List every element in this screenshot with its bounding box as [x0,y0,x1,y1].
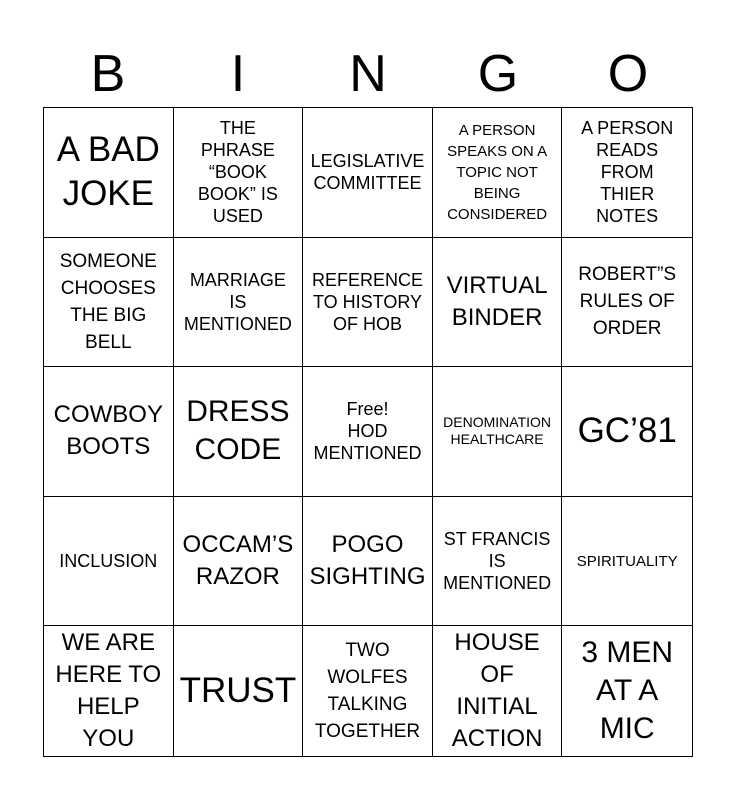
bingo-cell[interactable] [303,626,433,756]
cell-text: A PERSON READS FROM THIER NOTES [581,118,674,227]
bingo-cell[interactable] [174,626,304,756]
header-letter-o: O [607,45,649,103]
cell-text: INCLUSION [59,551,158,572]
cell-text: ST FRANCIS IS MENTIONED [443,529,552,594]
cell-text: LEGISLATIVE COMMITTEE [310,151,425,194]
bingo-header [43,40,693,108]
bingo-cell[interactable] [303,497,433,627]
header-letter-b: B [90,45,126,103]
header-letter-g: G [477,45,519,103]
cell-text: GC’81 [577,411,677,451]
cell-text: ROBERT”S RULES OF ORDER [578,264,677,340]
bingo-cell[interactable] [433,367,563,497]
cell-text: OCCAM’S RAZOR [182,531,294,591]
cell-text: Free! HOD MENTIONED [313,399,422,464]
cell-text: WE ARE HERE TO HELP YOU [55,629,162,753]
cell-text: COWBOY BOOTS [53,401,163,461]
bingo-cell[interactable] [44,497,174,627]
bingo-cell[interactable] [174,108,304,238]
bingo-board [43,107,693,757]
bingo-cell[interactable] [174,367,304,497]
cell-text: REFERENCE TO HISTORY OF HOB [311,269,423,334]
header-letter-n: N [349,45,387,103]
bingo-cell[interactable] [562,238,692,368]
header-letter-i: I [230,45,246,103]
bingo-cell[interactable] [562,497,692,627]
cell-text: TRUST [179,671,297,711]
bingo-cell[interactable] [44,626,174,756]
bingo-cell[interactable] [44,108,174,238]
cell-text: HOUSE OF INITIAL ACTION [451,629,543,753]
bingo-cell[interactable] [174,238,304,368]
cell-text: TWO WOLFES TALKING TOGETHER [314,640,421,743]
bingo-cell[interactable] [44,367,174,497]
cell-text: VIRTUAL BINDER [446,271,548,331]
bingo-cell[interactable] [562,626,692,756]
cell-text: A BAD JOKE [56,130,160,214]
bingo-cell[interactable] [303,238,433,368]
cell-text: SPIRITUALITY [576,552,678,570]
bingo-cell[interactable] [303,108,433,238]
bingo-cell[interactable] [44,238,174,368]
bingo-cell[interactable] [433,108,563,238]
bingo-cell[interactable] [174,497,304,627]
free-space-cell[interactable] [303,367,433,497]
bingo-cell[interactable] [562,367,692,497]
bingo-cell[interactable] [433,626,563,756]
cell-text: SOMEONE CHOOSES THE BIG BELL [59,250,157,353]
cell-text: 3 MEN AT A MIC [581,636,674,746]
cell-text: A PERSON SPEAKS ON A TOPIC NOT BEING CONSIDERED [447,121,548,223]
cell-text: MARRIAGE IS MENTIONED [183,269,292,334]
bingo-cell[interactable] [433,497,563,627]
cell-text: DENOMINATION HEALTHCARE [443,414,552,448]
cell-text: THE PHRASE “BOOK BOOK” IS USED [197,118,278,227]
cell-text: DRESS CODE [186,395,290,467]
cell-text: POGO SIGHTING [309,531,426,591]
bingo-cell[interactable] [562,108,692,238]
bingo-cell[interactable] [433,238,563,368]
